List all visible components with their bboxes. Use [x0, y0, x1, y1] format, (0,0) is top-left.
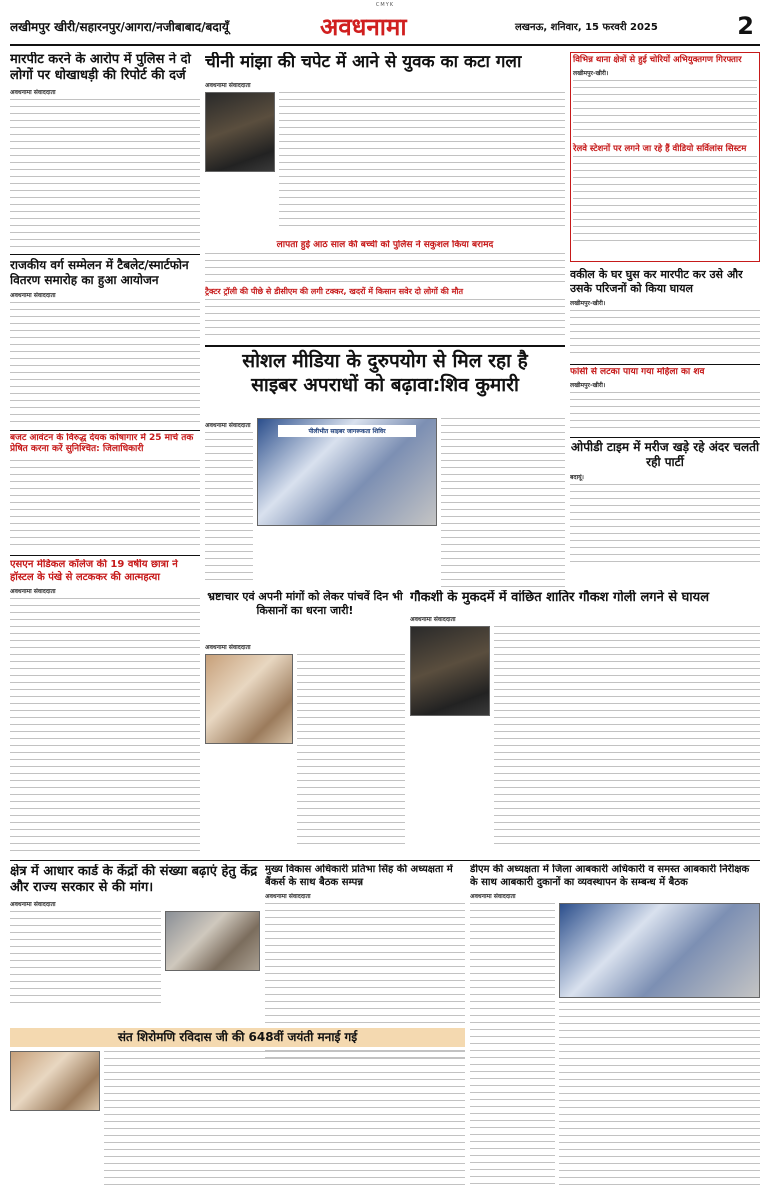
- story-manjha-headline: [205, 52, 565, 77]
- headline: संत शिरोमणि रविदास जी की 648वीं जयंती मनाई गई: [117, 1030, 358, 1044]
- article-body-cont: [559, 1002, 760, 1187]
- story-cyber-headline: [205, 345, 565, 415]
- story-budget: [10, 433, 200, 553]
- article-body: [205, 432, 253, 582]
- byline: अवधनामा संवाददाता: [205, 82, 251, 89]
- headline: बजट आवंटन के विरुद्ध देयक कोषागार में 25 मार्च तक प्रेषित करना करें सुनिश्चित: जिलाधिकारी: [10, 433, 194, 455]
- article-body-reels: [573, 156, 757, 241]
- byline: अवधनामा संवाददाता: [205, 422, 251, 429]
- divider: [10, 430, 200, 431]
- story-tablets: [10, 258, 200, 428]
- article-body: [104, 1051, 465, 1191]
- headline: भ्रष्टाचार एवं अपनी मांगों को लेकर पांचवें दिन भी किसानों का धरना जारी!: [207, 590, 403, 617]
- story-gauksha: [410, 612, 760, 852]
- dm-photo: [559, 903, 760, 998]
- byline: लखीमपुर-खीरी।: [570, 299, 606, 307]
- headline-tractor: ट्रैक्टर ट्रॉली की पीछे से डीसीएम की लगी टक्कर, खदरों में किसान सवेर दो लोगों की मौत: [205, 287, 464, 297]
- byline: अवधनामा संवाददाता: [205, 644, 251, 651]
- headline: फांसी से लटका पाया गया महिला का शव: [570, 367, 705, 377]
- headline: गौकशी के मुकदमें में वांछित शातिर गौकश गोली लगने से घायल: [410, 590, 710, 605]
- article-body-tractor: [205, 299, 565, 339]
- byline: अवधनामा संवाददाता: [470, 893, 516, 900]
- article-body: [570, 392, 760, 430]
- story-aadhaar: [10, 864, 260, 1024]
- article-body: [570, 310, 760, 355]
- article-body: [10, 598, 200, 853]
- article-body: [570, 484, 760, 564]
- article-body: [470, 903, 555, 1188]
- headline: लापता हुई आठ साल की बच्ची को पुलिस ने सकुशल किया बरामद: [276, 240, 494, 250]
- story-police: [10, 52, 200, 252]
- divider: [10, 860, 760, 861]
- article-body: [10, 460, 200, 550]
- cyber-photo: [257, 418, 437, 526]
- story-hanging: [570, 367, 760, 435]
- byline: अवधनामा संवाददाता: [10, 88, 56, 96]
- page-number: 2: [737, 12, 754, 40]
- byline: अवधनामा संवाददाता: [10, 900, 56, 908]
- story-missing: [205, 240, 565, 340]
- byline: लखीमपुर-खीरी।: [570, 382, 606, 390]
- story-wakeel: [570, 268, 760, 363]
- headline: चीनी मांझा की चपेट में आने से युवक का कटा गला: [205, 52, 522, 72]
- headline: ओपीडी टाइम में मरीज खड़े रहे अंदर चलती रही पार्टी: [570, 440, 760, 469]
- headline: डीएम की अध्यक्षता में जिला आबकारी अधिकारी व समस्त आबकारी निरीक्षक के साथ आबकारी दुकानों का व्यवस्थापन के सम्बन्ध में बैठक: [470, 864, 750, 888]
- headline: मुख्य विकास अधिकारी प्रतिभा सिंह की अध्यक्षता में बैंकर्स के साथ बैठक सम्पन्न: [265, 864, 453, 888]
- story-cyber: [205, 418, 565, 588]
- divider: [10, 254, 200, 255]
- divider: [570, 364, 760, 365]
- story-dm: [470, 864, 760, 1194]
- article-body: [279, 92, 565, 232]
- article-body: [494, 626, 760, 846]
- corruption-photo: [205, 654, 293, 744]
- article-body: [573, 80, 757, 140]
- divider: [10, 555, 200, 556]
- byline: अवधनामा संवाददाता: [265, 893, 311, 900]
- masthead-date: लखनऊ, शनिवार, 15 फरवरी 2025: [515, 22, 658, 33]
- headline: एसएन मेडिकल कॉलेज की 19 वर्षीय छात्रा ने हॉस्टल के पंखे से लटककर की आत्महत्या: [10, 559, 178, 583]
- story-ravidas: [10, 1028, 465, 1194]
- story-trains: [570, 52, 760, 262]
- headline: मारपीट करने के आरोप में पुलिस ने दो लोगों पर धोखाधड़ी की रिपोर्ट की दर्ज: [10, 52, 191, 84]
- ravidas-banner: [10, 1028, 465, 1047]
- headline: क्षेत्र में आधार कार्ड के केंद्रों की संख्या बढ़ाएं हेतु केंद्र और राज्य सरकार से की मांग।: [10, 864, 258, 896]
- photo-banner: पीलीभीत साइबर जागरूकता शिविर: [278, 425, 416, 437]
- article-body: [10, 911, 161, 1006]
- article-body: [205, 253, 565, 283]
- headline-line1: सोशल मीडिया के दुरुपयोग से मिल रहा है: [242, 350, 528, 372]
- cmyk-strip: CMYK: [375, 2, 395, 8]
- manjha-photo: [205, 92, 275, 172]
- newspaper-logo: अवधनामा: [320, 12, 407, 41]
- headline: विभिन्न थाना क्षेत्रों से हुई चोरियों अभियुक्तगण गिरफ्तार: [573, 55, 742, 65]
- headline: वकील के घर घुस कर मारपीट कर उसे और उसके परिजनों को किया घायल: [570, 268, 743, 295]
- byline: अवधनामा संवाददाता: [10, 588, 56, 595]
- byline: अवधनामा संवाददाता: [410, 616, 456, 623]
- article-body: [10, 99, 200, 249]
- article-body: [297, 654, 405, 849]
- masthead-cities: लखीमपुर खीरी/सहारनपुर/आगरा/नजीबाबाद/बदायूँ: [10, 20, 229, 34]
- article-body: [10, 302, 200, 422]
- story-gauksha-headline: [410, 590, 760, 610]
- headline: राजकीय वर्ग सम्मेलन में टैबलेट/स्मार्टफोन वितरण समारोह का हुआ आयोजन: [10, 258, 189, 287]
- ravidas-photo: [10, 1051, 100, 1111]
- masthead: [10, 10, 760, 46]
- headline-reels: रेलवे स्टेशनों पर लगने जा रहे हैं वीडियो सर्विलांस सिस्टम: [573, 143, 747, 154]
- story-medical: [10, 559, 200, 859]
- headline-line2: साइबर अपराधों को बढ़ावा:शिव कुमारी: [251, 373, 519, 396]
- byline: बदायूं।: [570, 474, 584, 481]
- article-body-cont: [441, 418, 565, 588]
- story-opd: [570, 440, 760, 570]
- aadhaar-photo: [165, 911, 260, 971]
- story-manjha: [205, 78, 565, 238]
- byline: अवधनामा संवाददाता: [10, 292, 56, 299]
- story-corruption: [205, 640, 405, 850]
- gauksha-photo: [410, 626, 490, 716]
- story-corruption-headline: [205, 590, 405, 640]
- divider: [570, 437, 760, 438]
- byline: लखीमपुर-खीरी।: [573, 69, 609, 77]
